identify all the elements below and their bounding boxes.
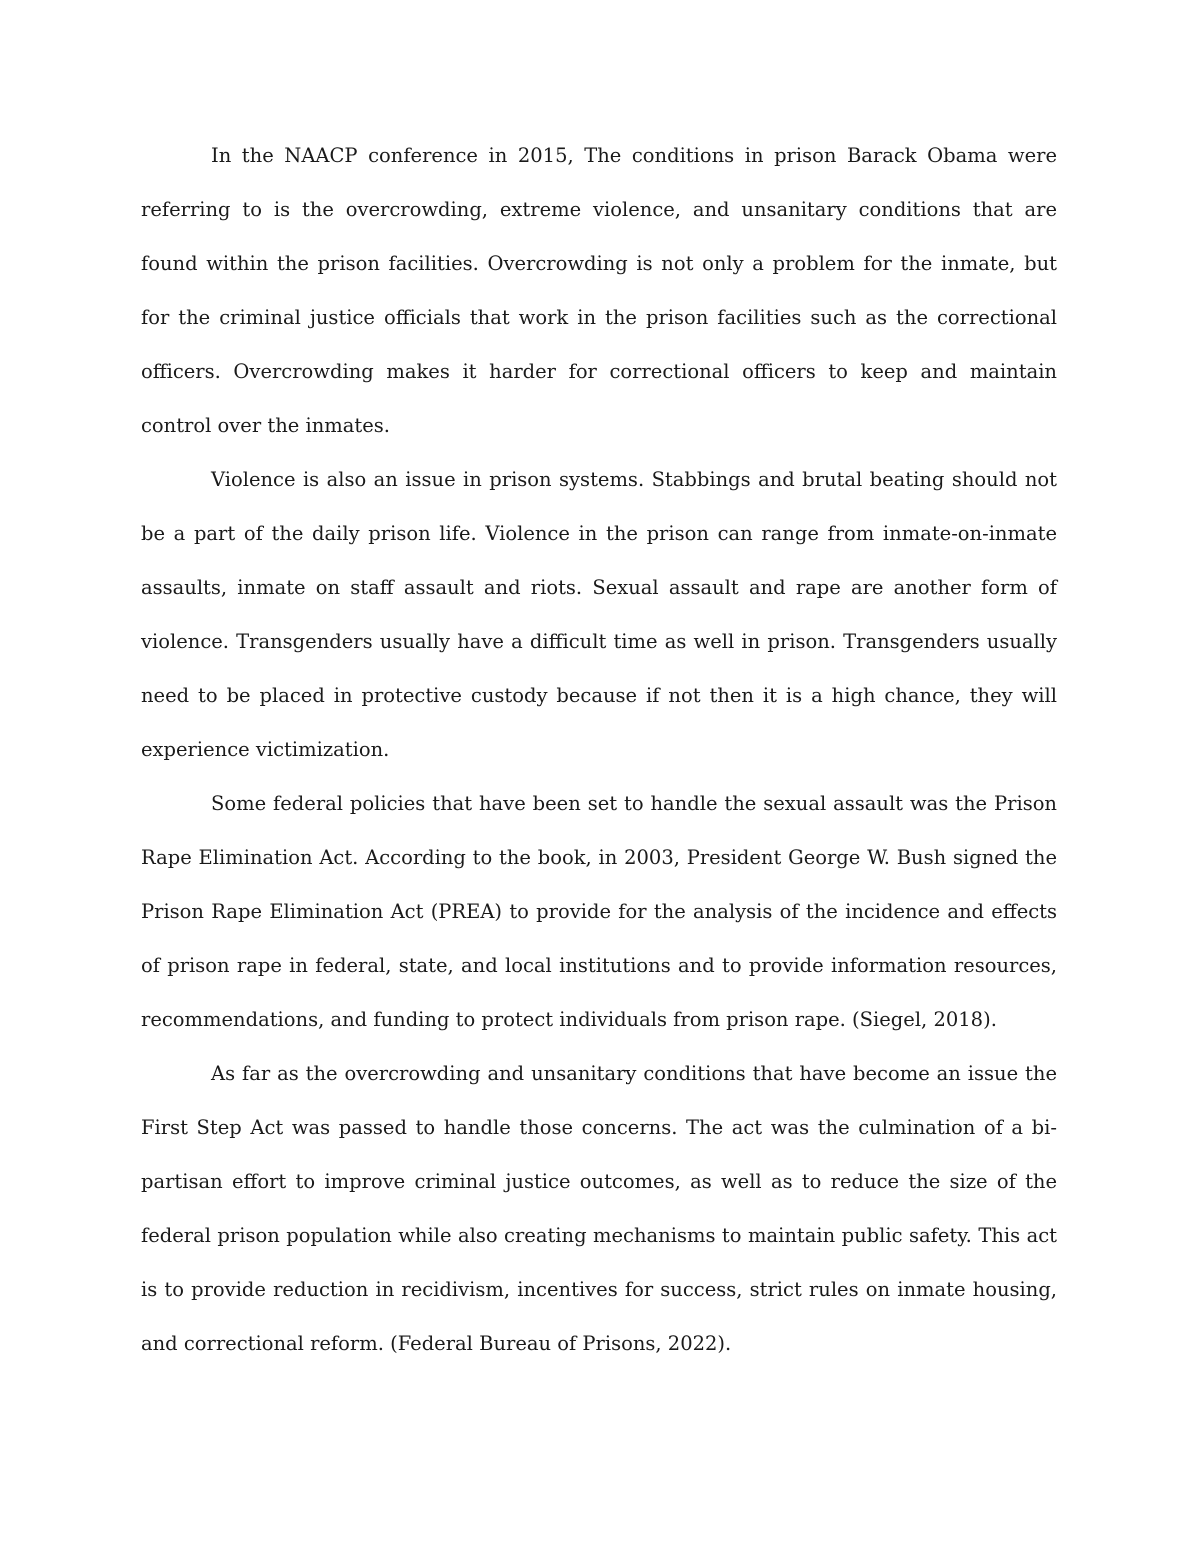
document-body xyxy=(141,129,1057,1371)
paragraph-naacp-conference: In the NAACP conference in 2015, The conditions in prison Barack Obama were referring to is the overcrowding, extreme violence, and unsanitary conditions that are found within the prison facilities. Overcrowding is not only a problem for the inmate, but for the criminal justice officials that work in the prison facilities such as the correctional officers. Overcrowding makes it harder for correctional officers to keep and maintain control over the inmates. xyxy=(141,144,1057,437)
paragraph-prison-violence: Violence is also an issue in prison systems. Stabbings and brutal beating should not be a part of the daily prison life. Violence in the prison can range from inmate-on-inmate assaults, inmate on staff assault and riots. Sexual assault and rape are another form of violence. Transgenders usually have a difficult time as well in prison. Transgenders usually need to be placed in protective custody because if not then it is a high chance, they will experience victimization. xyxy=(141,468,1057,761)
paragraph-prea-policy: Some federal policies that have been set to handle the sexual assault was the Prison Rape Elimination Act. According to the book, in 2003, President George W. Bush signed the Prison Rape Elimination Act (PREA) to provide for the analysis of the incidence and effects of prison rape in federal, state, and local institutions and to provide information resources, recommendations, and funding to protect individuals from prison rape. (Siegel, 2018). xyxy=(141,792,1057,1031)
paragraph-first-step-act: As far as the overcrowding and unsanitary conditions that have become an issue the First Step Act was passed to handle those concerns. The act was the culmination of a bi-partisan effort to improve criminal justice outcomes, as well as to reduce the size of the federal prison population while also creating mechanisms to maintain public safety. This act is to provide reduction in recidivism, incentives for success, strict rules on inmate housing, and correctional reform. (Federal Bureau of Prisons, 2022). xyxy=(141,1062,1057,1355)
